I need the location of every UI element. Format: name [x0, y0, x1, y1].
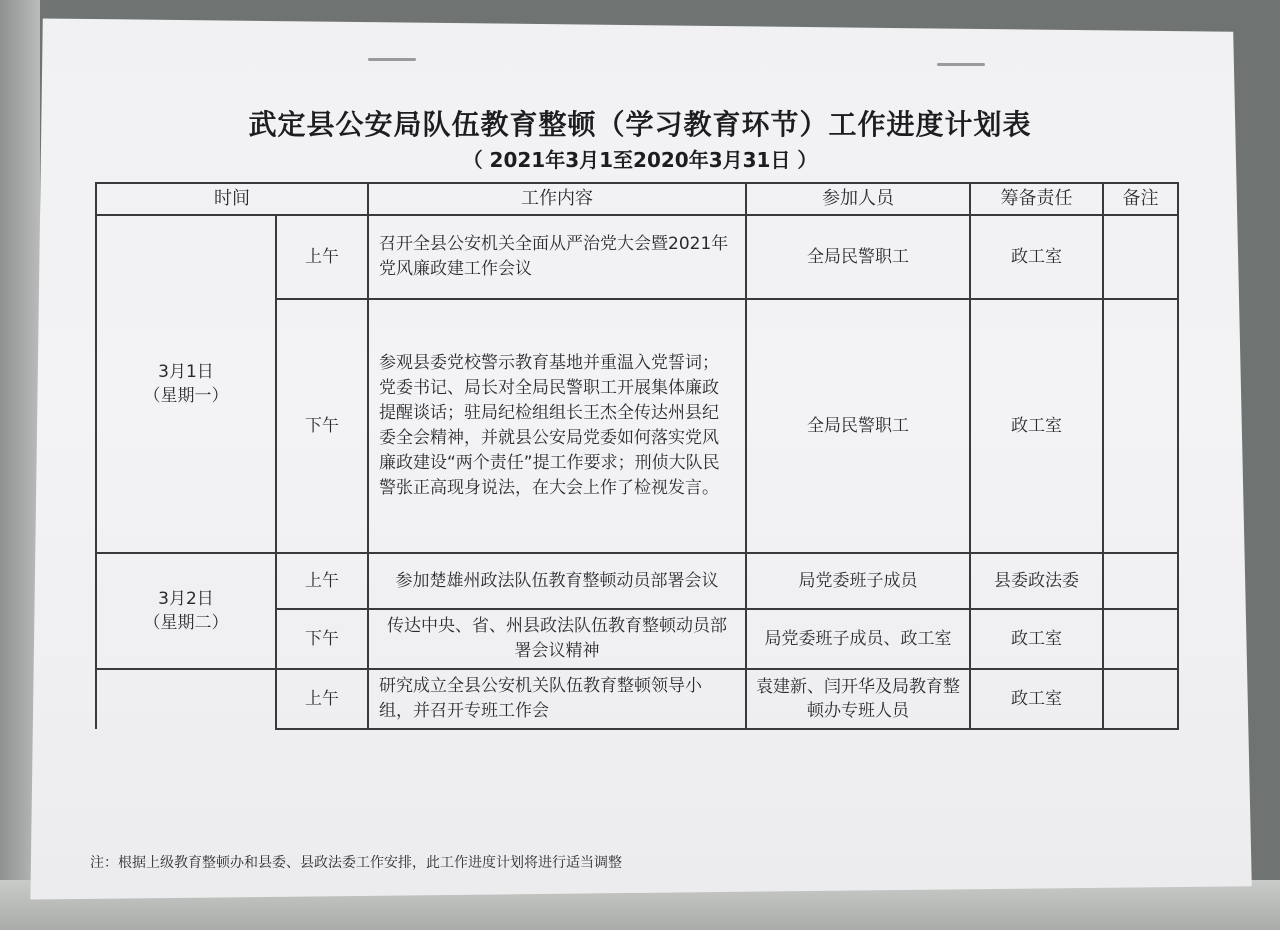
weekday-label: （星期二） — [143, 613, 229, 633]
header-time: 时间 — [96, 183, 368, 215]
participants-cell: 全局民警职工 — [746, 299, 970, 553]
content-cell: 参加楚雄州政法队伍教育整顿动员部署会议 — [368, 553, 746, 609]
responsible-cell: 县委政法委 — [970, 553, 1103, 609]
remarks-cell — [1103, 215, 1178, 299]
footnote: 注：根据上级教育整顿办和县委、县政法委工作安排，此工作进度计划将进行适当调整 — [90, 855, 622, 871]
period-cell: 上午 — [276, 669, 368, 729]
table-row — [96, 553, 1178, 609]
document-date-range: （ 2021年3月1至2020年3月31日 ） — [462, 148, 818, 172]
weekday-label: （星期一） — [143, 386, 229, 406]
table-header-row — [96, 183, 1178, 215]
period-cell: 下午 — [276, 299, 368, 553]
table-row — [96, 215, 1178, 299]
header-remarks: 备注 — [1103, 183, 1178, 215]
remarks-cell — [1103, 553, 1178, 609]
content-cell: 召开全县公安机关全面从严治党大会暨2021年党风廉政建工作会议 — [368, 215, 746, 299]
responsible-cell: 政工室 — [970, 609, 1103, 669]
responsible-cell: 政工室 — [970, 669, 1103, 729]
remarks-cell — [1103, 609, 1178, 669]
date-cell — [96, 215, 276, 553]
document-title: 武定县公安局队伍教育整顿（学习教育环节）工作进度计划表 — [248, 108, 1032, 141]
header-content: 工作内容 — [368, 183, 746, 215]
date-cell — [96, 553, 276, 669]
period-cell: 上午 — [276, 215, 368, 299]
header-responsible: 筹备责任 — [970, 183, 1103, 215]
date-label: 3月1日 — [158, 362, 214, 382]
participants-cell: 袁建新、闫开华及局教育整顿办专班人员 — [746, 669, 970, 729]
period-cell: 下午 — [276, 609, 368, 669]
date-label: 3月2日 — [158, 589, 214, 609]
remarks-cell — [1103, 299, 1178, 553]
table-row — [96, 669, 1178, 729]
content-cell: 传达中央、省、州县政法队伍教育整顿动员部署会议精神 — [368, 609, 746, 669]
participants-cell: 局党委班子成员、政工室 — [746, 609, 970, 669]
date-cell — [96, 669, 276, 729]
period-cell: 上午 — [276, 553, 368, 609]
participants-cell: 局党委班子成员 — [746, 553, 970, 609]
remarks-cell — [1103, 669, 1178, 729]
schedule-table — [95, 182, 1179, 730]
staple-mark — [368, 58, 416, 61]
responsible-cell: 政工室 — [970, 215, 1103, 299]
content-cell: 研究成立全县公安机关队伍教育整顿领导小组，并召开专班工作会 — [368, 669, 746, 729]
content-cell: 参观县委党校警示教育基地并重温入党誓词；党委书记、局长对全局民警职工开展集体廉政提醒谈话；驻局纪检组组长王杰全传达州县纪委全会精神，并就县公安局党委如何落实党风廉政建设“两个责任”提工作要求；刑侦大队民警张正高现身说法，在大会上作了检视发言。 — [368, 299, 746, 553]
staple-mark — [937, 63, 985, 66]
participants-cell: 全局民警职工 — [746, 215, 970, 299]
responsible-cell: 政工室 — [970, 299, 1103, 553]
header-participants: 参加人员 — [746, 183, 970, 215]
